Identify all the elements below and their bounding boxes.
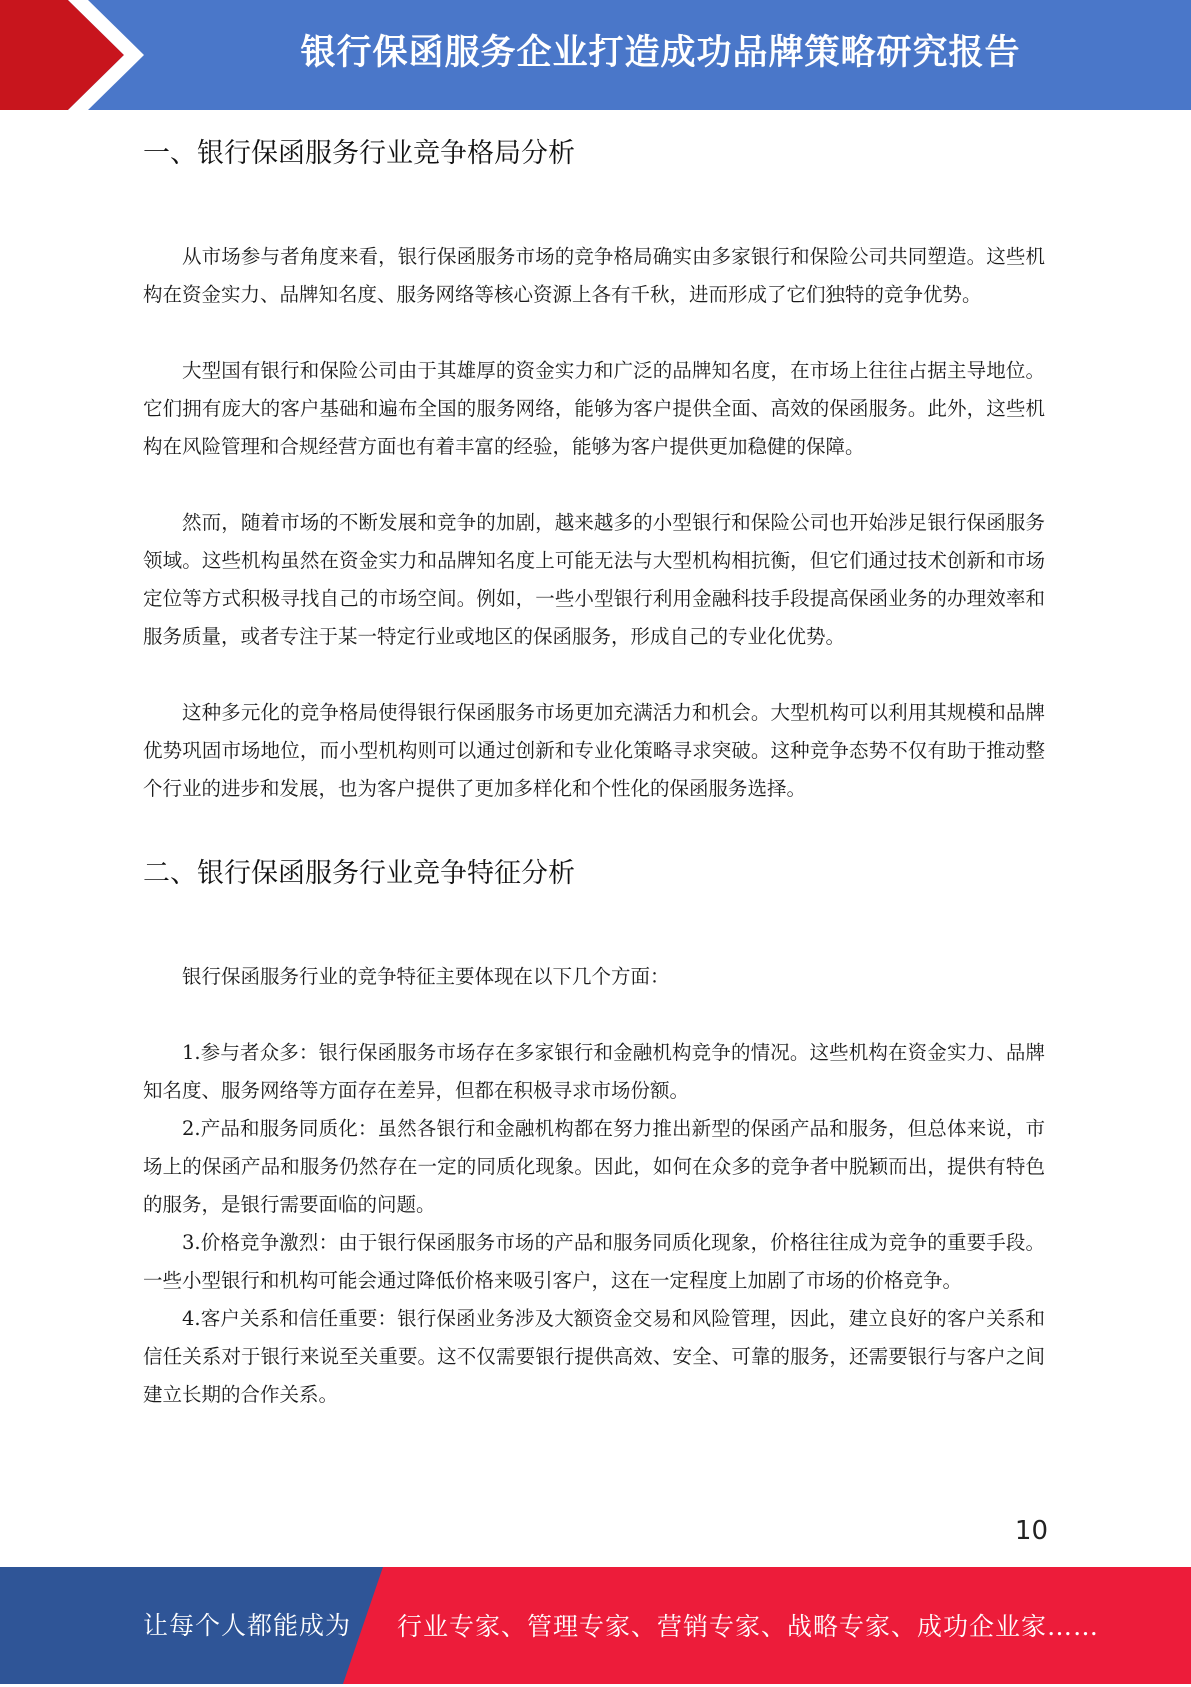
list-item: 1.参与者众多：银行保函服务市场存在多家银行和金融机构竞争的情况。这些机构在资金实力、品牌知名度、服务网络等方面存在差异，但都在积极寻求市场份额。 bbox=[143, 1041, 1045, 1102]
paragraph: 然而，随着市场的不断发展和竞争的加剧，越来越多的小型银行和保险公司也开始涉足银行保函服务领域。这些机构虽然在资金实力和品牌知名度上可能无法与大型机构相抗衡，但它们通过技术创新和市场定位等方式积极寻找自己的市场空间。例如，一些小型银行利用金融科技手段提高保函业务的办理效率和服务质量，或者专注于某一特定行业或地区的保函服务，形成自己的专业化优势。 bbox=[143, 511, 1045, 648]
header-chevron-icon bbox=[0, 0, 150, 110]
list-item: 3.价格竞争激烈：由于银行保函服务市场的产品和服务同质化现象，价格往往成为竞争的重要手段。一些小型银行和机构可能会通过降低价格来吸引客户，这在一定程度上加剧了市场的价格竞争。 bbox=[143, 1231, 1045, 1292]
section-heading-1: 一、银行保函服务行业竞争格局分析 bbox=[143, 138, 575, 169]
document-title: 银行保函服务企业打造成功品牌策略研究报告 bbox=[300, 33, 1021, 73]
paragraph: 从市场参与者角度来看，银行保函服务市场的竞争格局确实由多家银行和保险公司共同塑造。这些机构在资金实力、品牌知名度、服务网络等核心资源上各有千秋，进而形成了它们独特的竞争优势。 bbox=[143, 245, 1045, 306]
list-item: 4.客户关系和信任重要：银行保函业务涉及大额资金交易和风险管理，因此，建立良好的客户关系和信任关系对于银行来说至关重要。这不仅需要银行提供高效、安全、可靠的服务，还需要银行与客户之间建立长期的合作关系。 bbox=[143, 1307, 1045, 1406]
page-number: 10 bbox=[1014, 1516, 1048, 1546]
section-heading-2: 二、银行保函服务行业竞争特征分析 bbox=[143, 858, 575, 889]
section-intro: 银行保函服务行业的竞争特征主要体现在以下几个方面： bbox=[182, 965, 670, 988]
footer-slogan-right: 行业专家、管理专家、营销专家、战略专家、成功企业家…… bbox=[397, 1612, 1100, 1641]
paragraph: 大型国有银行和保险公司由于其雄厚的资金实力和广泛的品牌知名度，在市场上往往占据主导地位。它们拥有庞大的客户基础和遍布全国的服务网络，能够为客户提供全面、高效的保函服务。此外，这些机构在风险管理和合规经营方面也有着丰富的经验，能够为客户提供更加稳健的保障。 bbox=[143, 359, 1045, 458]
footer-banner bbox=[0, 1567, 1191, 1684]
document-body bbox=[143, 122, 1045, 1414]
header-bar bbox=[0, 0, 1191, 110]
paragraph: 这种多元化的竞争格局使得银行保函服务市场更加充满活力和机会。大型机构可以利用其规模和品牌优势巩固市场地位，而小型机构则可以通过创新和专业化策略寻求突破。这种竞争态势不仅有助于推动整个行业的进步和发展，也为客户提供了更加多样化和个性化的保函服务选择。 bbox=[143, 701, 1045, 800]
footer-slogan-left: 让每个人都能成为 bbox=[143, 1611, 352, 1640]
list-item: 2.产品和服务同质化：虽然各银行和金融机构都在努力推出新型的保函产品和服务，但总体来说，市场上的保函产品和服务仍然存在一定的同质化现象。因此，如何在众多的竞争者中脱颖而出，提供有特色的服务，是银行需要面临的问题。 bbox=[143, 1117, 1045, 1216]
